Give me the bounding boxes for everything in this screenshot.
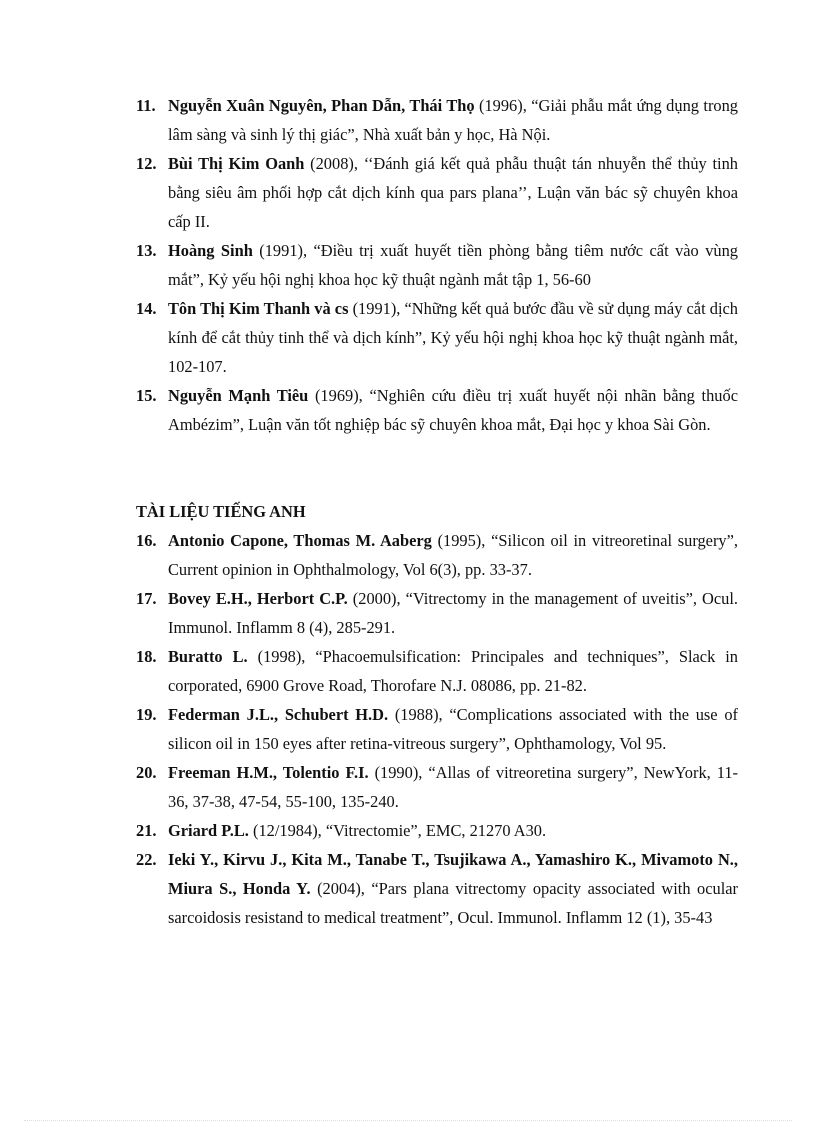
reference-number: 14. bbox=[136, 299, 157, 318]
reference-item-16 bbox=[136, 526, 738, 584]
reference-authors: Hoàng Sinh bbox=[168, 241, 253, 260]
reference-authors: Ieki Y., Kirvu J., Kita M., Tanabe T., Tsujikawa A., Yamashiro K., Mivamoto N., Miura S., Honda Y. bbox=[168, 850, 738, 898]
reference-details: (1991), “Điều trị xuất huyết tiền phòng bằng tiêm nước cất vào vùng mắt”, Kỷ yếu hội nghị khoa học kỹ thuật ngành mắt tập 1, 56-60 bbox=[168, 241, 738, 289]
reference-number: 19. bbox=[136, 705, 157, 724]
reference-authors: Buratto L. bbox=[168, 647, 248, 666]
reference-details: (2000), “Vitrectomy in the management of uveitis”, Ocul. Immunol. Inflamm 8 (4), 285-291. bbox=[168, 589, 738, 637]
reference-details: (1988), “Complications associated with the use of silicon oil in 150 eyes after retina-vitreous surgery”, Ophthamology, Vol 95. bbox=[168, 705, 738, 753]
reference-number: 20. bbox=[136, 763, 157, 782]
reference-number: 15. bbox=[136, 386, 157, 405]
reference-authors: Bùi Thị Kim Oanh bbox=[168, 154, 305, 173]
reference-item-19 bbox=[136, 700, 738, 758]
reference-item-12 bbox=[136, 149, 738, 236]
reference-details: (1969), “Nghiên cứu điều trị xuất huyết nội nhãn bằng thuốc Ambézim”, Luận văn tốt nghiệp bác sỹ chuyên khoa mắt, Đại học y khoa Sài Gòn. bbox=[168, 386, 738, 434]
reference-authors: Griard P.L. bbox=[168, 821, 249, 840]
reference-authors: Nguyễn Xuân Nguyên, Phan Dẫn, Thái Thọ bbox=[168, 96, 475, 115]
reference-authors: Federman J.L., Schubert H.D. bbox=[168, 705, 389, 724]
reference-details: (1996), “Giải phẫu mắt ứng dụng trong lâm sàng và sinh lý thị giác”, Nhà xuất bản y học, Hà Nội. bbox=[168, 96, 738, 144]
reference-item-15 bbox=[136, 381, 738, 439]
reference-item-18 bbox=[136, 642, 738, 700]
page-bottom-divider bbox=[24, 1120, 792, 1121]
reference-details: (12/1984), “Vitrectomie”, EMC, 21270 A30. bbox=[248, 821, 547, 840]
vietnamese-reference-list bbox=[136, 91, 738, 439]
reference-details: (2004), “Pars plana vitrectomy opacity associated with ocular sarcoidosis resistand to medical treatment”, Ocul. Immunol. Inflamm 12 (1), 35-43 bbox=[168, 879, 738, 927]
reference-details: (2008), ‘‘Đánh giá kết quả phẫu thuật tán nhuyễn thể thủy tinh bằng siêu âm phối hợp cắt dịch kính qua pars plana’’, Luận văn bác sỹ chuyên khoa cấp II. bbox=[168, 154, 738, 231]
reference-number: 13. bbox=[136, 241, 157, 260]
reference-details: (1995), “Silicon oil in vitreoretinal surgery”, Current opinion in Ophthalmology, Vol 6(3), pp. 33-37. bbox=[168, 531, 738, 579]
reference-details: (1998), “Phacoemulsification: Principales and techniques”, Slack in corporated, 6900 Grove Road, Thorofare N.J. 08086, pp. 21-82. bbox=[168, 647, 738, 695]
reference-number: 16. bbox=[136, 531, 157, 550]
reference-item-13 bbox=[136, 236, 738, 294]
reference-number: 12. bbox=[136, 154, 157, 173]
section-heading-english-references: TÀI LIỆU TIẾNG ANH bbox=[136, 502, 306, 521]
reference-item-11 bbox=[136, 91, 738, 149]
reference-number: 11. bbox=[136, 96, 156, 115]
reference-authors: Bovey E.H., Herbort C.P. bbox=[168, 589, 348, 608]
reference-item-14 bbox=[136, 294, 738, 381]
reference-authors: Freeman H.M., Tolentio F.I. bbox=[168, 763, 369, 782]
reference-details: (1990), “Allas of vitreoretina surgery”, NewYork, 11-36, 37-38, 47-54, 55-100, 135-240. bbox=[168, 763, 738, 811]
reference-item-22 bbox=[136, 845, 738, 932]
reference-item-20 bbox=[136, 758, 738, 816]
reference-number: 18. bbox=[136, 647, 157, 666]
reference-authors: Nguyễn Mạnh Tiêu bbox=[168, 386, 309, 405]
reference-number: 22. bbox=[136, 850, 157, 869]
reference-details: (1991), “Những kết quả bước đầu về sử dụng máy cắt dịch kính để cắt thủy tinh thể và dịch kính”, Kỷ yếu hội nghị khoa học kỹ thuật ngành mắt, 102-107. bbox=[168, 299, 738, 376]
reference-item-17 bbox=[136, 584, 738, 642]
reference-number: 21. bbox=[136, 821, 157, 840]
reference-item-21 bbox=[136, 816, 738, 845]
reference-authors: Antonio Capone, Thomas M. Aaberg bbox=[168, 531, 432, 550]
reference-number: 17. bbox=[136, 589, 157, 608]
english-reference-list bbox=[136, 526, 738, 932]
reference-authors: Tôn Thị Kim Thanh và cs bbox=[168, 299, 349, 318]
